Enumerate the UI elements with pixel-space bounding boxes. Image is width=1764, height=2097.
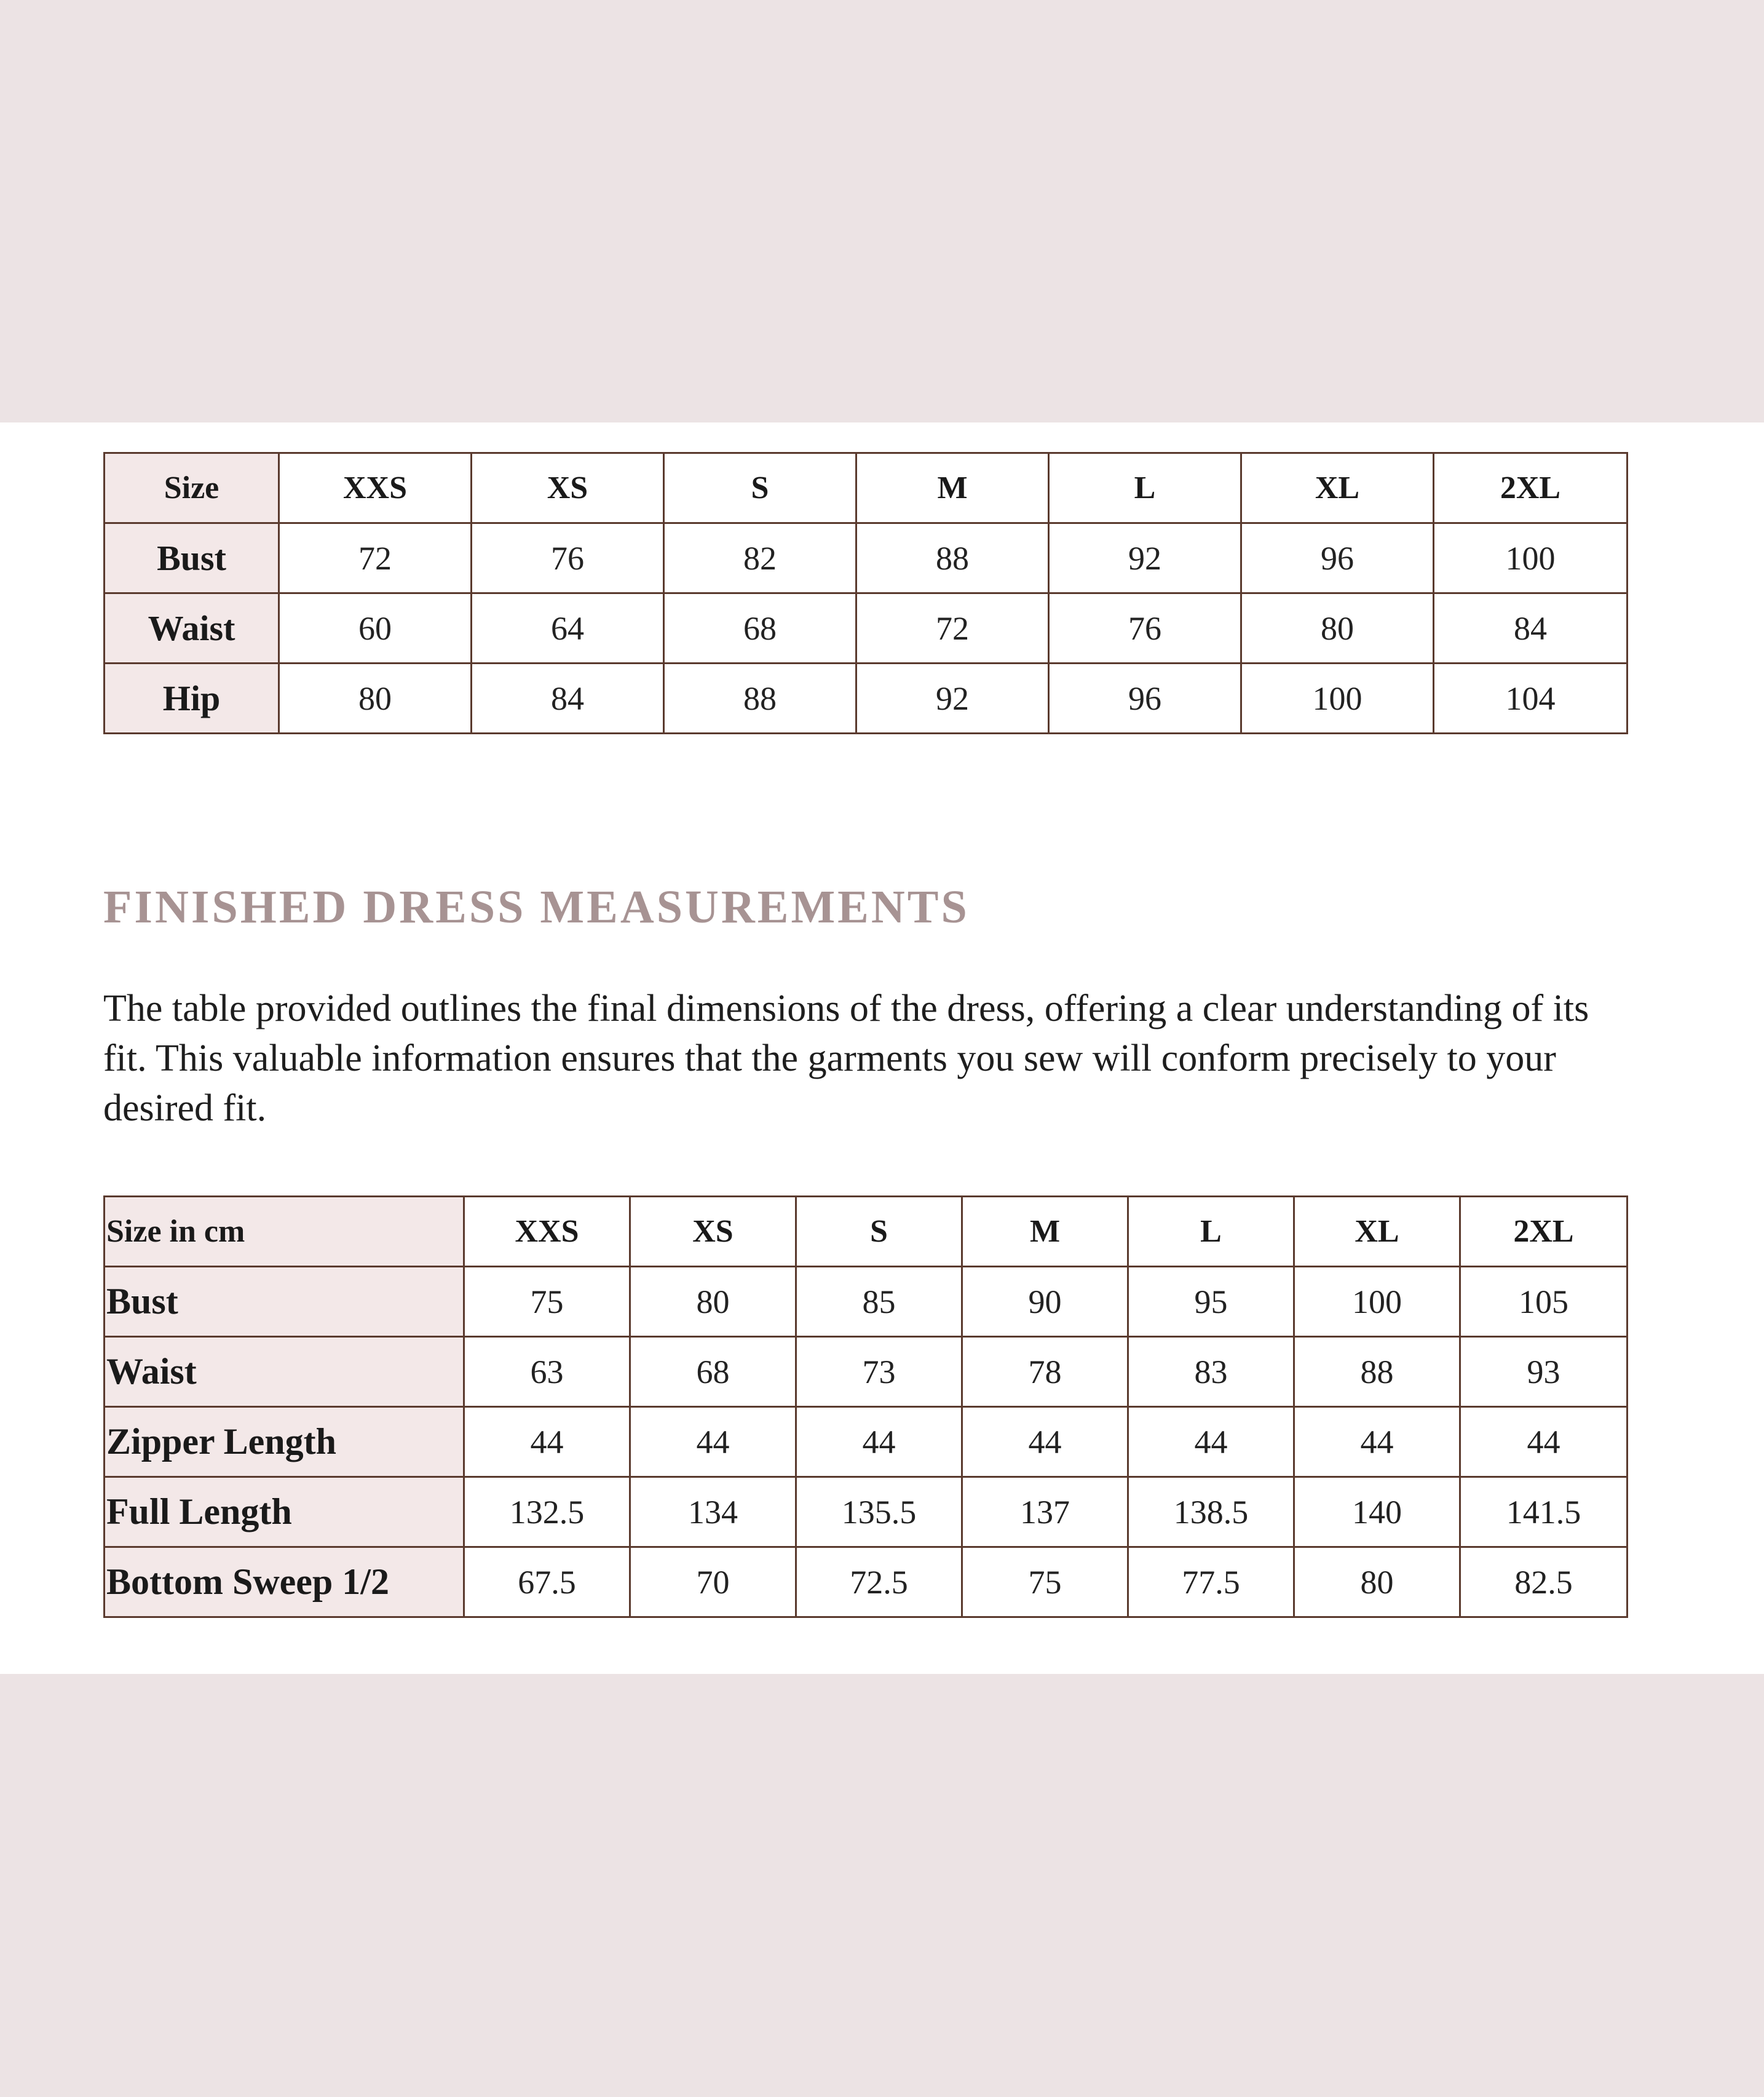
table-cell: 80 <box>279 664 472 734</box>
finished-measurements-table <box>103 1195 1628 1618</box>
row-label: Bust <box>105 1267 464 1337</box>
table-cell: 92 <box>856 664 1049 734</box>
table-cell: 75 <box>464 1267 630 1337</box>
table-cell: 84 <box>472 664 664 734</box>
table-cell: 96 <box>1241 523 1434 593</box>
header-cell: Size in cm <box>105 1197 464 1267</box>
header-cell: L <box>1128 1197 1294 1267</box>
header-cell: L <box>1049 453 1241 523</box>
body-measurements-table <box>103 452 1628 734</box>
table-cell: 76 <box>1049 593 1241 664</box>
table-cell: 82 <box>664 523 856 593</box>
header-cell: XL <box>1241 453 1434 523</box>
table-cell: 44 <box>630 1407 796 1477</box>
header-cell: XS <box>472 453 664 523</box>
table-cell: 44 <box>796 1407 962 1477</box>
table-cell: 44 <box>1460 1407 1628 1477</box>
table-cell: 134 <box>630 1477 796 1547</box>
table-cell: 104 <box>1434 664 1628 734</box>
header-cell: XXS <box>279 453 472 523</box>
header-cell: M <box>962 1197 1128 1267</box>
table-cell: 100 <box>1241 664 1434 734</box>
table-cell: 84 <box>1434 593 1628 664</box>
header-cell: XL <box>1294 1197 1460 1267</box>
table-row <box>105 1337 1628 1407</box>
table-cell: 105 <box>1460 1267 1628 1337</box>
table-header-row <box>105 1197 1628 1267</box>
table-cell: 88 <box>856 523 1049 593</box>
table-cell: 72.5 <box>796 1547 962 1617</box>
table-cell: 76 <box>472 523 664 593</box>
table-row <box>105 664 1628 734</box>
table-cell: 138.5 <box>1128 1477 1294 1547</box>
table-cell: 137 <box>962 1477 1128 1547</box>
table-cell: 44 <box>464 1407 630 1477</box>
table-cell: 100 <box>1294 1267 1460 1337</box>
table-cell: 68 <box>630 1337 796 1407</box>
header-cell: XS <box>630 1197 796 1267</box>
row-label: Bust <box>105 523 279 593</box>
table-row <box>105 523 1628 593</box>
table-cell: 93 <box>1460 1337 1628 1407</box>
table-cell: 92 <box>1049 523 1241 593</box>
table-cell: 72 <box>856 593 1049 664</box>
row-label: Hip <box>105 664 279 734</box>
table-cell: 80 <box>1241 593 1434 664</box>
table-cell: 88 <box>1294 1337 1460 1407</box>
table-row <box>105 1267 1628 1337</box>
header-cell: Size <box>105 453 279 523</box>
table-cell: 63 <box>464 1337 630 1407</box>
table-row <box>105 593 1628 664</box>
table-cell: 135.5 <box>796 1477 962 1547</box>
table-cell: 77.5 <box>1128 1547 1294 1617</box>
table-cell: 73 <box>796 1337 962 1407</box>
table-cell: 132.5 <box>464 1477 630 1547</box>
table-cell: 72 <box>279 523 472 593</box>
header-cell: 2XL <box>1434 453 1628 523</box>
table-cell: 90 <box>962 1267 1128 1337</box>
table-cell: 78 <box>962 1337 1128 1407</box>
table-cell: 82.5 <box>1460 1547 1628 1617</box>
table-cell: 85 <box>796 1267 962 1337</box>
table-cell: 83 <box>1128 1337 1294 1407</box>
table-cell: 70 <box>630 1547 796 1617</box>
table-cell: 100 <box>1434 523 1628 593</box>
header-cell: XXS <box>464 1197 630 1267</box>
table-row <box>105 1407 1628 1477</box>
header-cell: S <box>664 453 856 523</box>
table-cell: 88 <box>664 664 856 734</box>
table-cell: 95 <box>1128 1267 1294 1337</box>
table-cell: 44 <box>962 1407 1128 1477</box>
table-row <box>105 1477 1628 1547</box>
table-header-row <box>105 453 1628 523</box>
table-cell: 44 <box>1128 1407 1294 1477</box>
table-cell: 141.5 <box>1460 1477 1628 1547</box>
header-cell: 2XL <box>1460 1197 1628 1267</box>
table-cell: 60 <box>279 593 472 664</box>
row-label: Waist <box>105 593 279 664</box>
table-cell: 80 <box>1294 1547 1460 1617</box>
section-title: FINISHED DRESS MEASUREMENTS <box>103 881 970 933</box>
table-cell: 140 <box>1294 1477 1460 1547</box>
row-label: Bottom Sweep 1/2 <box>105 1547 464 1617</box>
table-cell: 68 <box>664 593 856 664</box>
row-label: Zipper Length <box>105 1407 464 1477</box>
row-label: Waist <box>105 1337 464 1407</box>
table-cell: 64 <box>472 593 664 664</box>
section-description: The table provided outlines the final dimensions of the dress, offering a clear understanding of its fit. This valuable information ensures that the garments you sew will conform precisely to your desired fit. <box>103 988 1589 1129</box>
table-cell: 96 <box>1049 664 1241 734</box>
table-cell: 75 <box>962 1547 1128 1617</box>
table-cell: 67.5 <box>464 1547 630 1617</box>
table-row <box>105 1547 1628 1617</box>
header-cell: S <box>796 1197 962 1267</box>
table-cell: 80 <box>630 1267 796 1337</box>
table-cell: 44 <box>1294 1407 1460 1477</box>
row-label: Full Length <box>105 1477 464 1547</box>
header-cell: M <box>856 453 1049 523</box>
